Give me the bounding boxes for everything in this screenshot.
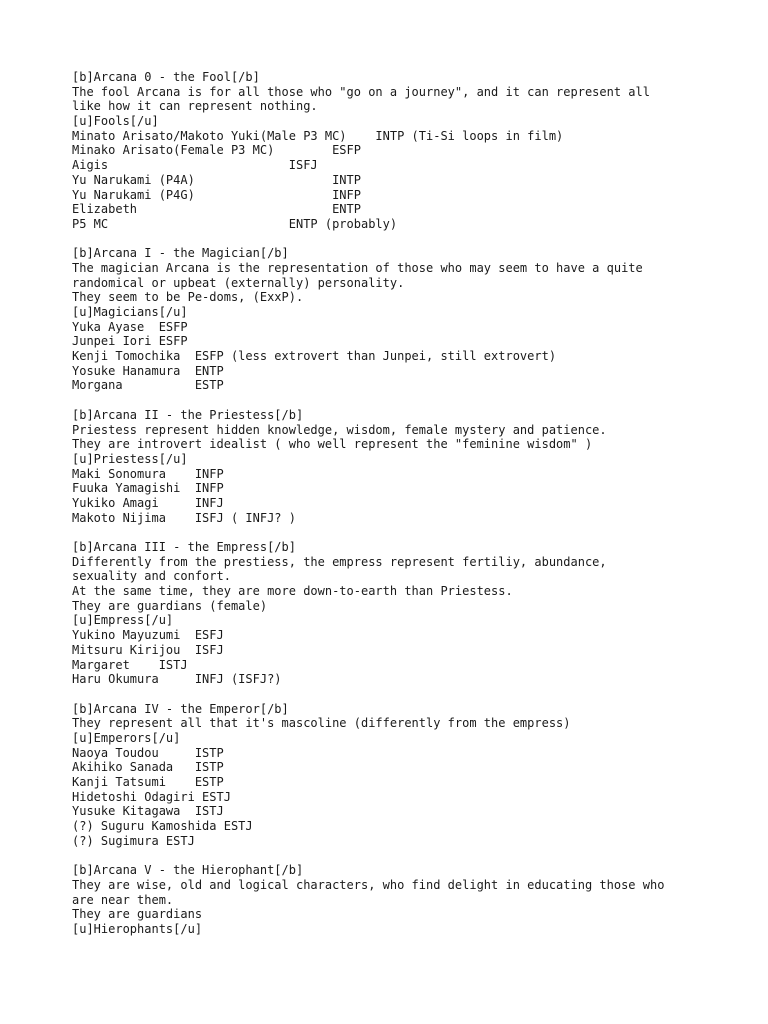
section-arcana-4-emperor xyxy=(72,702,702,849)
list-heading: [u]Hierophants[/u] xyxy=(72,921,203,936)
list-item: Fuuka Yamagishi INFP xyxy=(72,481,224,496)
description-line: They seem to be Pe-doms, (ExxP). xyxy=(72,290,304,305)
list-item: (?) Sugimura ESTJ xyxy=(72,833,195,848)
list-heading: [u]Emperors[/u] xyxy=(72,730,181,745)
list-item: Kenji Tomochika ESFP (less extrovert than Junpei, still extrovert) xyxy=(72,349,557,364)
list-item: Hidetoshi Odagiri ESTJ xyxy=(72,789,231,804)
description-line: are near them. xyxy=(72,892,174,907)
list-heading: [u]Magicians[/u] xyxy=(72,305,188,319)
description-line: The magician Arcana is the representation of those who may seem to have a quite xyxy=(72,260,643,275)
description-line: They are guardians (female) xyxy=(72,598,268,613)
list-item: Elizabeth ENTP xyxy=(72,202,361,217)
list-item: Haru Okumura INFJ (ISFJ?) xyxy=(72,672,282,687)
list-item: Aigis ISFJ xyxy=(72,158,318,173)
list-item: Yuka Ayase ESFP xyxy=(72,319,188,334)
list-item: Yukiko Amagi INFJ xyxy=(72,495,224,510)
description-line: At the same time, they are more down-to-earth than Priestess. xyxy=(72,584,513,599)
section-arcana-3-empress xyxy=(72,540,702,687)
list-item: Junpei Iori ESFP xyxy=(72,334,188,349)
description-line: They are wise, old and logical characters, who find delight in educating those who xyxy=(72,877,665,892)
description-line: Differently from the prestiess, the empress represent fertiliy, abundance, xyxy=(72,554,607,569)
list-item: Mitsuru Kirijou ISFJ xyxy=(72,642,224,657)
list-item: Kanji Tatsumi ESTP xyxy=(72,775,224,789)
section-arcana-2-priestess xyxy=(72,408,702,526)
list-item: (?) Suguru Kamoshida ESTJ xyxy=(72,819,253,834)
list-heading: [u]Fools[/u] xyxy=(72,114,159,129)
list-item: P5 MC ENTP (probably) xyxy=(72,216,398,231)
description-line: randomical or upbeat (externally) personality. xyxy=(72,275,405,290)
list-item: Akihiko Sanada ISTP xyxy=(72,760,224,775)
description-line: Priestess represent hidden knowledge, wisdom, female mystery and patience. xyxy=(72,422,607,437)
section-heading: [b]Arcana IV - the Emperor[/b] xyxy=(72,701,289,716)
list-item: Yu Narukami (P4G) INFP xyxy=(72,187,361,202)
section-arcana-5-hierophant xyxy=(72,863,702,936)
section-heading: [b]Arcana III - the Empress[/b] xyxy=(72,540,296,554)
list-heading: [u]Empress[/u] xyxy=(72,613,174,628)
list-item: Minako Arisato(Female P3 MC) ESFP xyxy=(72,143,361,158)
description-line: The fool Arcana is for all those who "go on a journey", and it can represent all xyxy=(72,84,650,99)
section-heading: [b]Arcana I - the Magician[/b] xyxy=(72,246,289,261)
section-arcana-1-magician xyxy=(72,246,702,393)
list-item: Yosuke Hanamura ENTP xyxy=(72,363,224,378)
list-item: Minato Arisato/Makoto Yuki(Male P3 MC) INTP (Ti-Si loops in film) xyxy=(72,128,564,143)
section-heading: [b]Arcana 0 - the Fool[/b] xyxy=(72,70,260,84)
list-item: Yusuke Kitagawa ISTJ xyxy=(72,804,224,819)
list-item: Naoya Toudou ISTP xyxy=(72,745,224,760)
list-item: Morgana ESTP xyxy=(72,378,224,393)
list-item: Margaret ISTJ xyxy=(72,657,188,672)
document-page xyxy=(72,70,702,937)
description-line: sexuality and confort. xyxy=(72,569,231,584)
section-heading: [b]Arcana II - the Priestess[/b] xyxy=(72,407,304,422)
list-heading: [u]Priestess[/u] xyxy=(72,451,188,466)
description-line: They are introvert idealist ( who well represent the "feminine wisdom" ) xyxy=(72,437,593,452)
list-item: Makoto Nijima ISFJ ( INFJ? ) xyxy=(72,510,296,525)
description-line: They are guardians xyxy=(72,907,203,922)
description-line: They represent all that it's mascoline (differently from the empress) xyxy=(72,716,571,731)
list-item: Yu Narukami (P4A) INTP xyxy=(72,172,361,187)
description-line: like how it can represent nothing. xyxy=(72,99,318,114)
list-item: Yukino Mayuzumi ESFJ xyxy=(72,628,224,643)
list-item: Maki Sonomura INFP xyxy=(72,466,224,481)
section-arcana-0-fool xyxy=(72,70,702,232)
section-heading: [b]Arcana V - the Hierophant[/b] xyxy=(72,863,304,878)
